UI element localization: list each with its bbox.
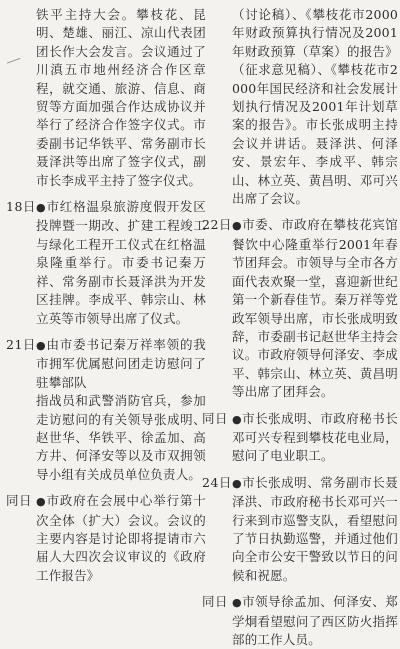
entry-body: （讨论稿）、《攀枝花市2000年财政预算执行情况及2001年财政预算（草案）的报告》（征求意见稿）、《攀枝花市2000年国民经济和社会发展计划执行情况及2001年计划草案的报告》。市长张成明主持会议并讲话。聂泽洪、何泽安、景宏年、李成平、韩宗山、林立英、黄昌明、邓可兴出席了会议。 xyxy=(232,7,398,207)
bullet-icon: ● xyxy=(232,476,243,490)
entry-body: 市长张成明、市政府秘书长邓可兴专程到攀枝花电业局，慰问了电业职工。 xyxy=(232,410,398,464)
entry-text xyxy=(36,198,206,328)
entry-body: 市委、市政府在攀枝花宾馆餐饮中心隆重举行2001年春节团拜会。市领导与全市各方面代表欢聚一堂，喜迎新世纪第一个新春佳节。秦万祥等党政军领导出席，市长张成明致辞，市委副书记赵世华主持会议。市政府领导何泽安、李成平、韩宗山、林立英、黄昌明等出席了团拜会。 xyxy=(232,217,398,400)
bullet-icon: ● xyxy=(36,201,47,215)
chronicle-entry xyxy=(6,6,206,190)
entry-date: 同日 xyxy=(202,594,229,610)
chronicle-entry xyxy=(202,410,398,466)
entry-date: 22日 xyxy=(202,217,232,233)
chronicle-entry xyxy=(6,336,206,484)
entry-text xyxy=(232,593,398,649)
entry-text xyxy=(232,6,398,208)
entry-text xyxy=(36,492,206,585)
entry-text xyxy=(232,410,398,466)
chronicle-entry xyxy=(202,216,398,401)
entry-body: 市领导徐孟加、何泽安、郑学炯看望慰问了西区防火指挥部的工作人员。 xyxy=(232,594,398,647)
chronicle-entry xyxy=(6,198,206,328)
chronicle-entry xyxy=(202,593,398,649)
entry-date: 21日 xyxy=(6,336,36,352)
entry-date: 24日 xyxy=(202,474,232,490)
left-column xyxy=(6,6,206,585)
entry-body: 由市委书记秦万祥率领的我市拥军优属慰问团走访慰问了驻攀部队 xyxy=(36,336,206,390)
entry-date: 同日 xyxy=(6,493,33,509)
bullet-icon: ● xyxy=(232,412,243,426)
bullet-icon: ● xyxy=(232,219,243,233)
entry-body: 市长张成明、常务副市长聂泽洪、市政府秘书长邓可兴一行来到市巡警支队，看望慰问了节日执勤巡警，并通过他们向全市公安干警致以节日的问候和祝愿。 xyxy=(232,474,398,583)
bullet-icon: ● xyxy=(36,338,47,352)
entry-date: 同日 xyxy=(202,410,229,426)
entry-body-continued: 指战员和武警消防官兵，参加走访慰问的有关领导张成明、赵世华、华铁平、徐孟加、高方井、何泽安等以及市双拥领导小组有关成员单位负责人。 xyxy=(36,393,206,482)
chronicle-entry xyxy=(202,6,398,208)
chronicle-entry xyxy=(6,492,206,585)
entry-date: 18日 xyxy=(6,199,36,215)
entry-text xyxy=(36,336,206,484)
entry-body: 市政府在会展中心举行第十次全体（扩大）会议。会议的主要内容是讨论即将提请市六届人大四次会议审议的《政府工作报告》 xyxy=(36,493,206,583)
entry-text xyxy=(232,474,398,585)
entry-body: 市红格温泉旅游度假开发区投牌暨一期改、扩建工程竣工与绿化工程开工仪式在红格温泉隆重举行。市委书记秦万祥、常务副市长聂泽洪为开发区挂牌。李成平、韩宗山、林立英等市领导出席了仪式。 xyxy=(36,199,206,326)
entry-text xyxy=(36,6,206,190)
bullet-icon: ● xyxy=(232,596,243,610)
bullet-icon: ● xyxy=(36,495,47,509)
right-column xyxy=(202,6,398,649)
chronicle-entry xyxy=(202,474,398,585)
entry-body: 铁平主持大会。攀枝花、昆明、楚雄、丽江、凉山代表团团长作大会发言。会议通过了川滇五市地州经济合作区章程，就交通、旅游、信息、商贸等方面加强合作达成协议并举行了经济合作签字仪式。市委副书记华铁平、常务副市长聂泽洪等出席了签字仪式，副市长李成平主持了签字仪式。 xyxy=(36,7,206,188)
entry-text xyxy=(232,216,398,401)
